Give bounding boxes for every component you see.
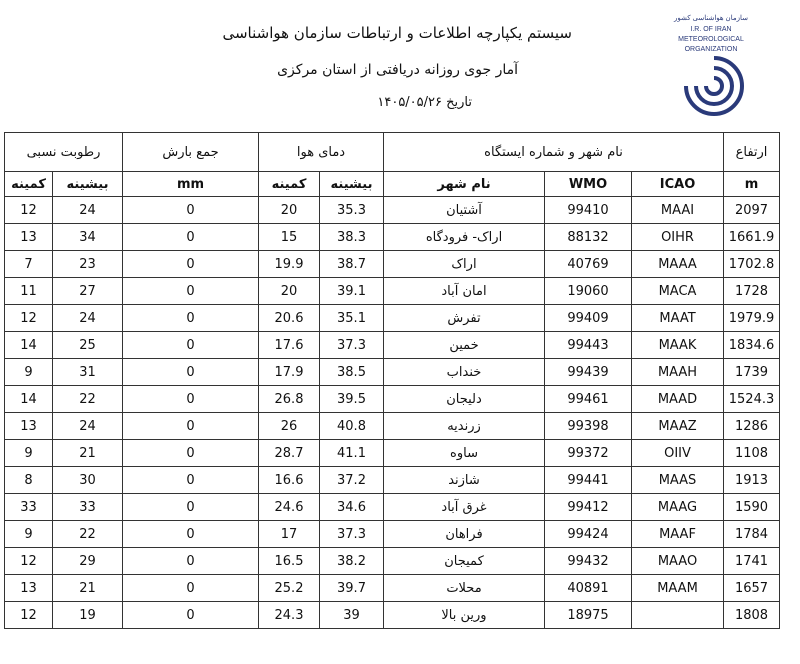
table-row: [5, 278, 780, 305]
hum-min-cell: 12: [5, 305, 53, 332]
elevation-cell: 1590: [724, 494, 780, 521]
wmo-cell: 99410: [545, 197, 632, 224]
precip-cell: 0: [123, 494, 259, 521]
icao-cell: MAAD: [632, 386, 724, 413]
table-row: [5, 521, 780, 548]
elevation-cell: 1913: [724, 467, 780, 494]
precip-header: جمع بارش: [123, 133, 259, 172]
table-row: [5, 197, 780, 224]
elevation-cell: 1286: [724, 413, 780, 440]
table-row: [5, 386, 780, 413]
hum-min-cell: 7: [5, 251, 53, 278]
wmo-cell: 88132: [545, 224, 632, 251]
table-row: [5, 575, 780, 602]
city-name-cell: کمیجان: [384, 548, 545, 575]
wmo-cell: 99398: [545, 413, 632, 440]
temp-min-cell: 19.9: [259, 251, 320, 278]
hum-min-cell: 14: [5, 386, 53, 413]
city-name-cell: ساوه: [384, 440, 545, 467]
hum-max-cell: 24: [53, 305, 123, 332]
temp-max-cell: 35.1: [320, 305, 384, 332]
hum-min-cell: 14: [5, 332, 53, 359]
precip-cell: 0: [123, 521, 259, 548]
temp-max-cell: 38.7: [320, 251, 384, 278]
sub-header-row: [5, 172, 780, 197]
elevation-cell: 1979.9: [724, 305, 780, 332]
logo-line-3: METEOROLOGICAL: [678, 36, 744, 43]
icao-cell: OIIV: [632, 440, 724, 467]
table-row: [5, 305, 780, 332]
temp-min-cell: 28.7: [259, 440, 320, 467]
temp-max-cell: 39.7: [320, 575, 384, 602]
hum-min-cell: 12: [5, 548, 53, 575]
wmo-cell: 99441: [545, 467, 632, 494]
wmo-cell: 18975: [545, 602, 632, 629]
precip-cell: 0: [123, 575, 259, 602]
wmo-cell: 99372: [545, 440, 632, 467]
city-name-cell: خمین: [384, 332, 545, 359]
wmo-cell: 99432: [545, 548, 632, 575]
temp-min-cell: 17: [259, 521, 320, 548]
logo-line-1: سازمان هواشناسی کشور: [674, 15, 748, 22]
group-header-row: [5, 133, 780, 172]
hum-max-cell: 34: [53, 224, 123, 251]
hum-max-cell: 22: [53, 386, 123, 413]
city-name-cell: خنداب: [384, 359, 545, 386]
wmo-cell: 99439: [545, 359, 632, 386]
icao-cell: [632, 602, 724, 629]
elevation-cell: 1808: [724, 602, 780, 629]
wmo-cell: 99409: [545, 305, 632, 332]
temp-min-cell: 20.6: [259, 305, 320, 332]
elevation-cell: 2097: [724, 197, 780, 224]
hum-min-cell: 12: [5, 602, 53, 629]
wmo-cell: 40769: [545, 251, 632, 278]
city-name-cell: غرق آباد: [384, 494, 545, 521]
icao-cell: MAAO: [632, 548, 724, 575]
hum-min-cell: 9: [5, 521, 53, 548]
logo-line-4: ORGANIZATION: [684, 46, 738, 53]
elev-unit-header: m: [724, 172, 780, 197]
hum-min-cell: 13: [5, 575, 53, 602]
temp-min-cell: 16.6: [259, 467, 320, 494]
temp-max-cell: 37.2: [320, 467, 384, 494]
temp-min-cell: 20: [259, 197, 320, 224]
station-header: نام شهر و شماره ایستگاه: [384, 133, 724, 172]
temp-max-cell: 38.3: [320, 224, 384, 251]
icao-cell: MAAA: [632, 251, 724, 278]
temp-max-cell: 39.1: [320, 278, 384, 305]
icao-cell: MAAG: [632, 494, 724, 521]
table-row: [5, 413, 780, 440]
hum-max-cell: 23: [53, 251, 123, 278]
hum-min-cell: 9: [5, 440, 53, 467]
precip-cell: 0: [123, 278, 259, 305]
temp-max-cell: 37.3: [320, 332, 384, 359]
hum-min-cell: 9: [5, 359, 53, 386]
elevation-cell: 1784: [724, 521, 780, 548]
table-row: [5, 467, 780, 494]
elevation-cell: 1702.8: [724, 251, 780, 278]
logo-line-2: I.R. OF IRAN: [690, 26, 732, 33]
precip-cell: 0: [123, 548, 259, 575]
humidity-header: رطوبت نسبی: [5, 133, 123, 172]
city-name-cell: ورین بالا: [384, 602, 545, 629]
precip-cell: 0: [123, 224, 259, 251]
weather-stats-table: [4, 132, 780, 629]
temp-min-cell: 17.6: [259, 332, 320, 359]
report-date: تاریخ ۱۴۰۵/۰۵/۲۶: [377, 95, 472, 110]
city-name-cell: شازند: [384, 467, 545, 494]
hum-min-cell: 12: [5, 197, 53, 224]
precip-cell: 0: [123, 197, 259, 224]
temp-min-cell: 26.8: [259, 386, 320, 413]
temp-min-cell: 24.3: [259, 602, 320, 629]
city-name-cell: دلیجان: [384, 386, 545, 413]
precip-cell: 0: [123, 305, 259, 332]
table-row: [5, 548, 780, 575]
elevation-cell: 1524.3: [724, 386, 780, 413]
city-name-cell: فراهان: [384, 521, 545, 548]
city-name-cell: اراک: [384, 251, 545, 278]
temp-max-cell: 38.2: [320, 548, 384, 575]
wmo-cell: 99443: [545, 332, 632, 359]
temp-min-cell: 25.2: [259, 575, 320, 602]
wmo-cell: 99461: [545, 386, 632, 413]
precip-cell: 0: [123, 251, 259, 278]
wmo-cell: 19060: [545, 278, 632, 305]
precip-cell: 0: [123, 332, 259, 359]
report-subtitle: آمار جوی روزانه دریافتی از استان مرکزی: [277, 62, 518, 78]
precip-cell: 0: [123, 467, 259, 494]
meteorological-organization-logo: [652, 12, 770, 120]
hum-min-header: کمینه: [5, 172, 53, 197]
hum-max-cell: 24: [53, 413, 123, 440]
temp-max-cell: 41.1: [320, 440, 384, 467]
table-row: [5, 359, 780, 386]
icao-cell: OIHR: [632, 224, 724, 251]
table-body: [5, 197, 780, 629]
temp-max-cell: 34.6: [320, 494, 384, 521]
precip-cell: 0: [123, 440, 259, 467]
precip-cell: 0: [123, 602, 259, 629]
elevation-cell: 1834.6: [724, 332, 780, 359]
hum-min-cell: 13: [5, 224, 53, 251]
table-row: [5, 224, 780, 251]
temp-max-cell: 37.3: [320, 521, 384, 548]
hum-max-cell: 21: [53, 440, 123, 467]
temp-min-header: کمینه: [259, 172, 320, 197]
temp-min-cell: 20: [259, 278, 320, 305]
icao-cell: MAAZ: [632, 413, 724, 440]
temp-max-cell: 39: [320, 602, 384, 629]
hum-max-cell: 22: [53, 521, 123, 548]
hum-max-cell: 24: [53, 197, 123, 224]
report-header: [0, 0, 800, 128]
hum-max-header: بیشینه: [53, 172, 123, 197]
hum-max-cell: 25: [53, 332, 123, 359]
table-row: [5, 440, 780, 467]
temp-min-cell: 24.6: [259, 494, 320, 521]
wmo-cell: 99424: [545, 521, 632, 548]
precip-cell: 0: [123, 386, 259, 413]
hum-max-cell: 31: [53, 359, 123, 386]
hum-min-cell: 13: [5, 413, 53, 440]
city-header: نام شهر: [384, 172, 545, 197]
elevation-cell: 1741: [724, 548, 780, 575]
elevation-header: ارتفاع: [724, 133, 780, 172]
temp-min-cell: 17.9: [259, 359, 320, 386]
icao-cell: MACA: [632, 278, 724, 305]
wmo-cell: 99412: [545, 494, 632, 521]
icao-cell: MAAT: [632, 305, 724, 332]
hum-max-cell: 30: [53, 467, 123, 494]
city-name-cell: اراک- فرودگاه: [384, 224, 545, 251]
hum-max-cell: 29: [53, 548, 123, 575]
city-name-cell: محلات: [384, 575, 545, 602]
temp-min-cell: 16.5: [259, 548, 320, 575]
table-row: [5, 251, 780, 278]
icao-cell: MAAF: [632, 521, 724, 548]
temp-min-cell: 26: [259, 413, 320, 440]
elevation-cell: 1108: [724, 440, 780, 467]
temp-max-cell: 40.8: [320, 413, 384, 440]
elevation-cell: 1728: [724, 278, 780, 305]
wmo-header: WMO: [545, 172, 632, 197]
city-name-cell: زرندیه: [384, 413, 545, 440]
icao-cell: MAAM: [632, 575, 724, 602]
hum-min-cell: 11: [5, 278, 53, 305]
hum-min-cell: 8: [5, 467, 53, 494]
temp-min-cell: 15: [259, 224, 320, 251]
hum-max-cell: 33: [53, 494, 123, 521]
hum-min-cell: 33: [5, 494, 53, 521]
hum-max-cell: 21: [53, 575, 123, 602]
report-title: سیستم یکپارچه اطلاعات و ارتباطات سازمان هواشناسی: [222, 24, 572, 42]
temp-max-cell: 38.5: [320, 359, 384, 386]
precip-unit-header: mm: [123, 172, 259, 197]
elevation-cell: 1661.9: [724, 224, 780, 251]
icao-cell: MAAI: [632, 197, 724, 224]
icao-cell: MAAS: [632, 467, 724, 494]
precip-cell: 0: [123, 359, 259, 386]
elevation-cell: 1739: [724, 359, 780, 386]
table-row: [5, 602, 780, 629]
wmo-cell: 40891: [545, 575, 632, 602]
city-name-cell: آشتیان: [384, 197, 545, 224]
temperature-header: دمای هوا: [259, 133, 384, 172]
city-name-cell: تفرش: [384, 305, 545, 332]
temp-max-cell: 39.5: [320, 386, 384, 413]
hum-max-cell: 19: [53, 602, 123, 629]
table-row: [5, 494, 780, 521]
table-row: [5, 332, 780, 359]
elevation-cell: 1657: [724, 575, 780, 602]
hum-max-cell: 27: [53, 278, 123, 305]
icao-cell: MAAK: [632, 332, 724, 359]
temp-max-cell: 35.3: [320, 197, 384, 224]
city-name-cell: امان آباد: [384, 278, 545, 305]
temp-max-header: بیشینه: [320, 172, 384, 197]
icao-header: ICAO: [632, 172, 724, 197]
precip-cell: 0: [123, 413, 259, 440]
icao-cell: MAAH: [632, 359, 724, 386]
